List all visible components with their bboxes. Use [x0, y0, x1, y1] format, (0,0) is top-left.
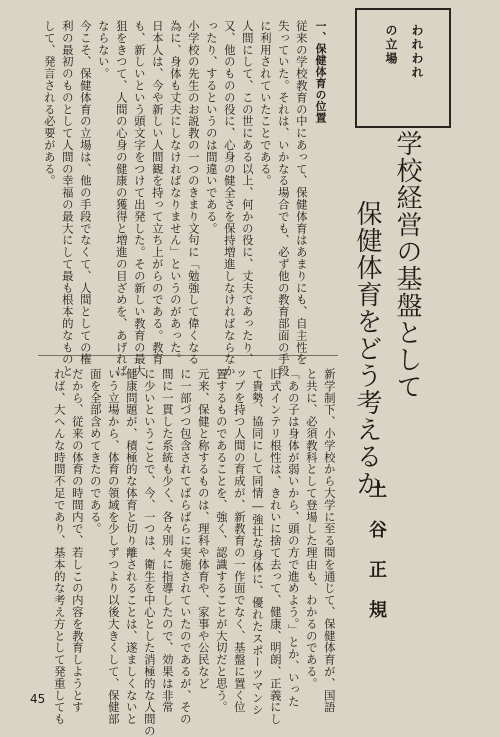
text-line: と共に、必須教科として登場した理由も、わかるのである。: [304, 368, 319, 690]
text-line: 人間にして、この世にある以上、何かの役に、丈夫であったり、: [240, 20, 255, 366]
text-line: 日本人は、今や新しい人間観を持って立ち上がらのである。教育: [150, 20, 165, 366]
text-line: に一部づつ包含されてばらばらに実施されていたのであるが、その: [178, 368, 193, 725]
text-line: て貴勢、協同にして同情―強壮な身体に、優れたスポーツマンシ: [250, 368, 265, 716]
text-line: だから、従来の体育の時間内で、若しこの内容を教育しようとす: [70, 368, 85, 714]
text-line: も、新しいという頭文字をつけて出発した。その新しい教育の最大: [132, 20, 147, 377]
text-line: れば、大へんな時間不足であり、基本的な考え方として発重しても: [52, 368, 67, 725]
text-line: ならない。: [96, 20, 111, 80]
page-number: 45: [30, 692, 46, 706]
column-label-line1: われわれ: [410, 24, 424, 80]
text-line: ったり、するというのは間違いである。: [204, 20, 219, 235]
text-line: 今こそ、保健体育の立場は、他の手段でなくて、人間としての権: [78, 20, 93, 366]
text-line: 「あの子は身体が弱いから、頭の方で進めよう。」とか、いった: [286, 368, 301, 708]
text-line: 置するものであることを、強く、認識することが大切だと思う。: [214, 368, 229, 714]
text-line: 面を全部含めてきたのである。: [88, 368, 103, 535]
author-name: 土谷正規: [366, 480, 387, 640]
text-line: 従来の学校教育の中にあって、保健体育はあまりにも、自主性を: [294, 20, 309, 366]
section-heading: 一、保健体育の位置: [314, 20, 327, 124]
column-label-line2: の立場: [384, 24, 398, 66]
text-line: ップを持つ人間の育成が、新教育の一作面でなく、基盤に置く位: [232, 368, 247, 714]
text-line: 為に、身体も丈夫にしなければなりません」というのがあった。: [168, 20, 183, 366]
text-line: に少いということで、今、一つは、衛生を中心とした消極的な人間の: [142, 368, 157, 737]
text-line: 旧式インテリ根性は、きれいに捨て去って、健康、明朗、正義にし: [268, 368, 283, 725]
article-subtitle: 保健体育をどう考えるか: [352, 200, 382, 497]
text-line: 又、他のものの役に、心身の健全さを保持増進しなければならなか: [222, 20, 237, 377]
text-line: 健康問題が、積極的な体育と切り離されることは、遂ましくないと: [124, 368, 139, 725]
text-line: 小学校の先生のお説教の一つのきまり文句に「勉強して偉くなる: [186, 20, 201, 366]
text-line: に利用されていたことである。: [258, 20, 273, 187]
article-title: 学校経営の基盤として: [392, 130, 422, 400]
text-line: 狙をきつて、人間の心身の健康の獲得と増進の目ざめを、あげれば: [114, 20, 129, 377]
text-line: 元来、保健と称するものは、理科や体育や、家事や公民など: [196, 368, 211, 690]
text-line: いう立場から、体育の領域を少しずつより以後大きくして、保健部: [106, 368, 121, 725]
text-line: 新学制下、小学校から大学に至る間を通じて、保健体育が、国語: [322, 368, 337, 714]
text-line: 間に一貫した系統も少く、各々別々に指導したので、効果は非常: [160, 368, 175, 714]
column-label-box: [355, 8, 451, 128]
text-line: 利の最初のものとして人間の幸福の最大にして最も根本的なものと: [60, 20, 75, 377]
text-line: して、発言される必要がある。: [42, 20, 57, 187]
text-line: 失っていた。それは、いかなる場合でも、必ず他の教育部面の手段: [276, 20, 291, 377]
